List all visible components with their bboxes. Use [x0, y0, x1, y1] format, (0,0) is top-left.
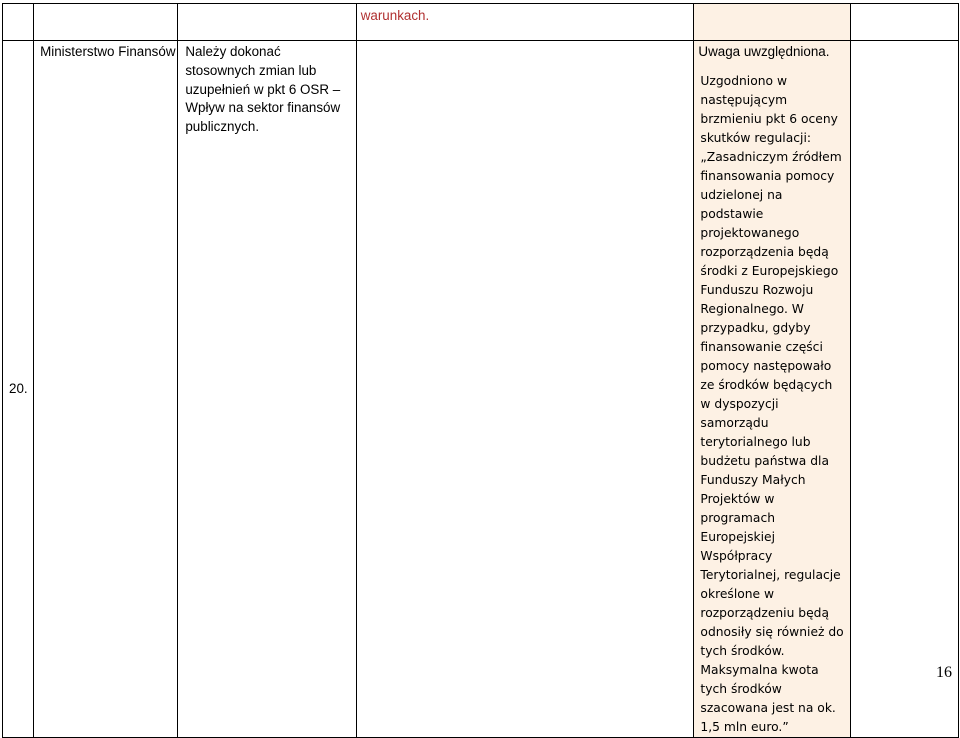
- organization-cell: Ministerstwo Finansów: [34, 41, 178, 738]
- page-number: 16: [936, 664, 952, 681]
- cell-top-last: [850, 4, 958, 41]
- cell-top-remark: [178, 4, 356, 41]
- cell-top-number: [3, 4, 34, 41]
- remark-cell: Należy dokonać stosownych zmian lub uzupełnień w pkt 6 OSR – Wpływ na sektor finansów publicznych.: [178, 41, 356, 738]
- response-body: Uzgodniono w następującym brzmieniu pkt 6 oceny skutków regulacji: „Zasadniczym źródłem finansowania pomocy udzielonej na podstawie projektowanego rozporządzenia będą środki z Europejskiego Funduszu Rozwoju Regionalnego. W przypadku, gdyby finansowanie części pomocy następowało ze środków będących w dyspozycji samorządu terytorialnego lub budżetu państwa dla Funduszy Małych Projektów w programach Europejskiej Współpracy Terytorialnej, regulacje określone w rozporządzeniu będą odnosiły się również do tych środków. Maksymalna kwota tych środków szacowana jest na ok. 1,5 mln euro.”: [700, 73, 844, 734]
- cell-top-organization: [34, 4, 178, 41]
- response-cell: [694, 41, 850, 738]
- proposal-cell: [356, 41, 694, 738]
- cell-top-response: [694, 4, 850, 41]
- table-row: [3, 41, 959, 738]
- last-cell: [850, 41, 958, 738]
- comments-table: [2, 3, 959, 738]
- row-number: 20.: [3, 41, 34, 738]
- continued-text: warunkach.: [360, 8, 430, 23]
- cell-top-proposal: [356, 4, 694, 41]
- response-heading: Uwaga uwzględniona.: [698, 44, 830, 59]
- table-row-top: [3, 4, 959, 41]
